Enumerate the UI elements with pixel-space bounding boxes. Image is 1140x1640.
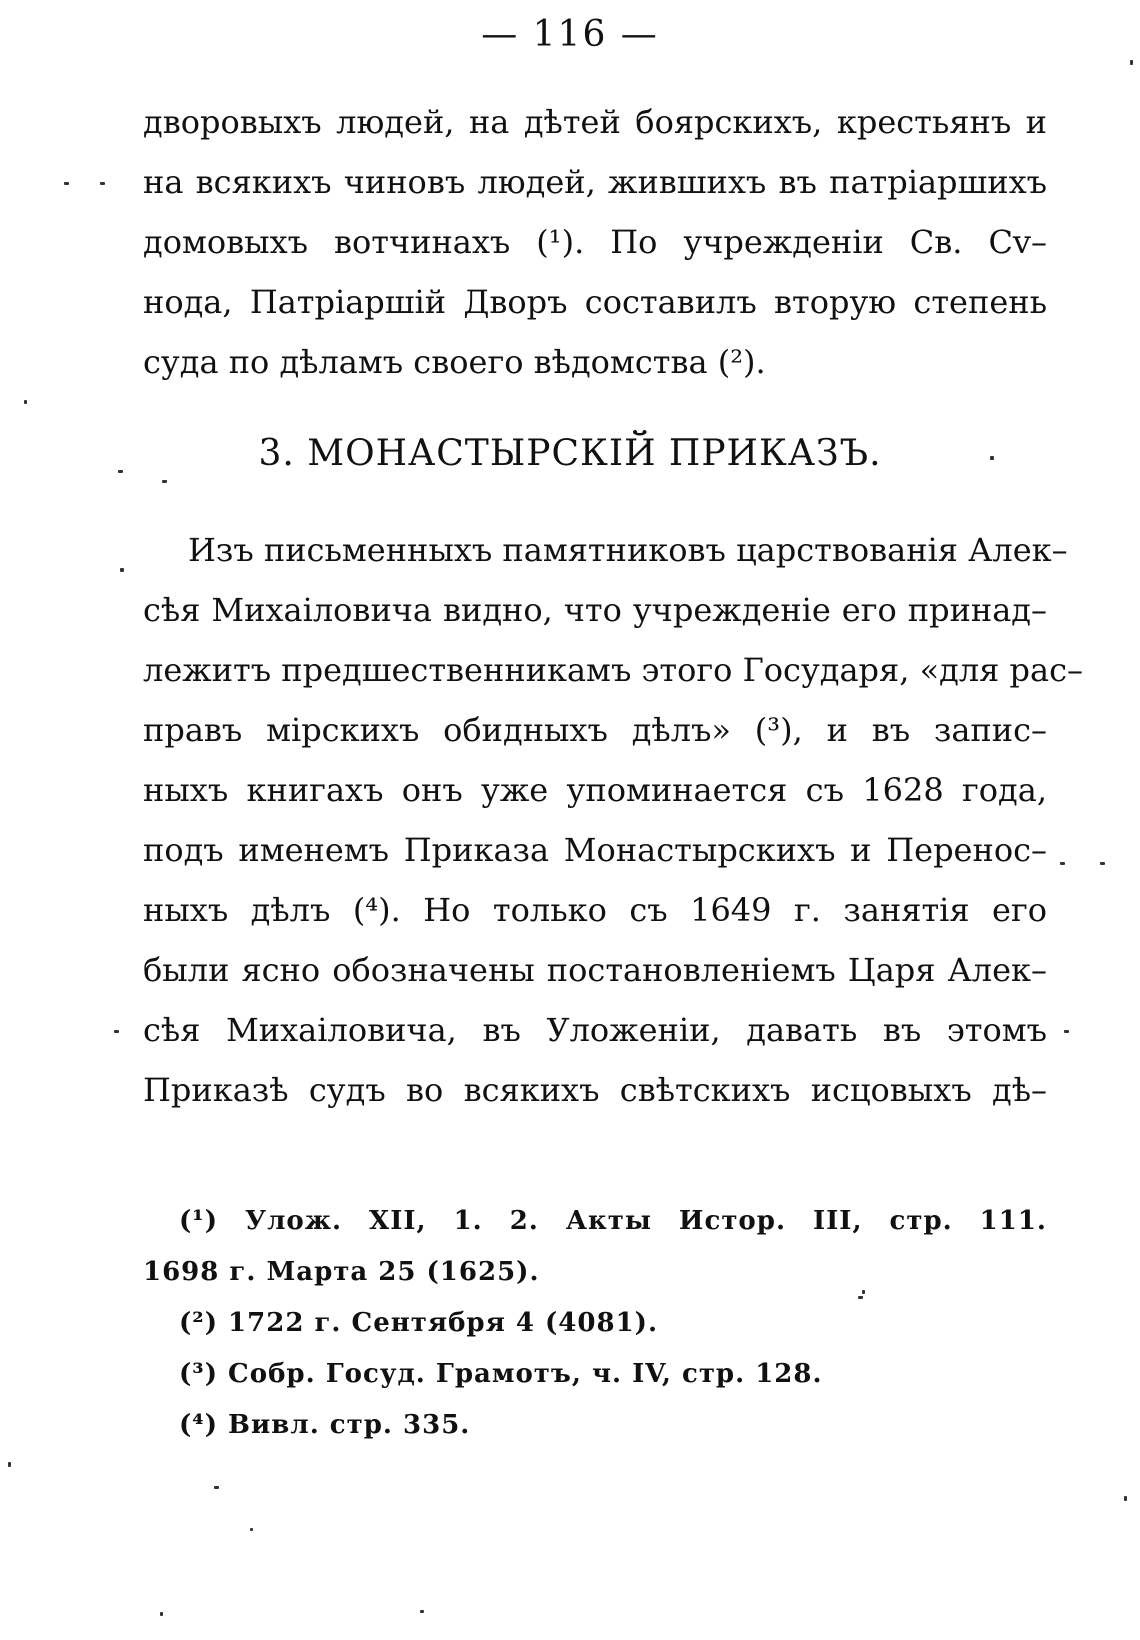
footnote-2: (²) 1722 г. Сентября 4 (4081).	[179, 1308, 659, 1338]
scan-speck	[250, 1528, 253, 1531]
footnotes	[143, 1196, 1047, 1451]
scan-speck	[214, 1486, 219, 1489]
scan-speck	[420, 1610, 424, 1613]
scan-speck	[862, 1290, 865, 1294]
paragraph-2-line: подъ именемъ Приказа Монастырскихъ и Перенос–	[143, 831, 1047, 869]
scan-speck	[1060, 862, 1065, 865]
scan-speck	[118, 470, 123, 473]
paragraph-1-line: домовыхъ вотчинахъ (¹). По учрежденіи Св. Сv–	[143, 223, 1047, 261]
paragraph-2-line: сѣя Михаіловича, въ Уложеніи, давать въ этомъ	[143, 1011, 1047, 1049]
scan-speck	[1130, 60, 1133, 65]
scan-speck	[160, 1612, 163, 1616]
paragraph-2-line: ныхъ книгахъ онъ уже упоминается съ 1628 года,	[143, 771, 1047, 809]
scan-speck	[64, 182, 69, 185]
paragraph-2-line: были ясно обозначены постановленіемъ Царя Алек–	[143, 951, 1047, 989]
section-heading: 3. МОНАСТЫРСКІЙ ПРИКАЗЪ.	[258, 433, 882, 474]
scan-speck	[114, 1030, 119, 1033]
footnote-3: (³) Собр. Госуд. Грамотъ, ч. IV, стр. 128.	[179, 1359, 823, 1389]
scan-speck	[8, 1462, 11, 1467]
footnote-4: (⁴) Вивл. стр. 335.	[179, 1410, 471, 1440]
footnote-1-continuation: 1698 г. Марта 25 (1625).	[143, 1257, 540, 1287]
scan-speck	[1124, 1496, 1127, 1501]
paragraph-1	[143, 92, 1047, 392]
paragraph-1-line: суда по дѣламъ своего вѣдомства (²).	[143, 343, 766, 381]
paragraph-2-line: правъ мірскихъ обидныхъ дѣлъ» (³), и въ запис–	[143, 711, 1047, 749]
scan-speck	[162, 480, 167, 483]
scan-speck	[1100, 862, 1105, 865]
paragraph-2-line: лежитъ предшественникамъ этого Государя, «для рас–	[143, 651, 1084, 689]
page-number: — 116 —	[481, 14, 659, 55]
paragraph-2	[143, 520, 1084, 1120]
paragraph-1-line: дворовыхъ людей, на дѣтей боярскихъ, крестьянъ и	[143, 103, 1047, 141]
paragraph-1-line: нода, Патріаршій Дворъ составилъ вторую степень	[143, 283, 1047, 321]
scan-speck	[100, 182, 105, 185]
paragraph-2-line: ныхъ дѣлъ (⁴). Но только съ 1649 г. занятія его	[143, 891, 1047, 929]
scan-speck	[990, 456, 994, 460]
scan-speck	[24, 400, 27, 404]
paragraph-1-line: на всякихъ чиновъ людей, жившихъ въ патріаршихъ	[143, 163, 1047, 201]
paragraph-2-line: сѣя Михаіловича видно, что учрежденіе его принад–	[143, 591, 1047, 629]
paragraph-2-line: Приказѣ судъ во всякихъ свѣтскихъ исцовыхъ дѣ–	[143, 1071, 1047, 1109]
paragraph-2-line: Изъ письменныхъ памятниковъ царствованія Алек–	[188, 531, 1068, 569]
scan-speck	[1064, 1030, 1069, 1033]
scan-speck	[120, 568, 124, 572]
scan-speck	[858, 1296, 863, 1299]
footnote-1: (¹) Улож. XII, 1. 2. Акты Истор. III, стр. 111.	[179, 1206, 1047, 1236]
